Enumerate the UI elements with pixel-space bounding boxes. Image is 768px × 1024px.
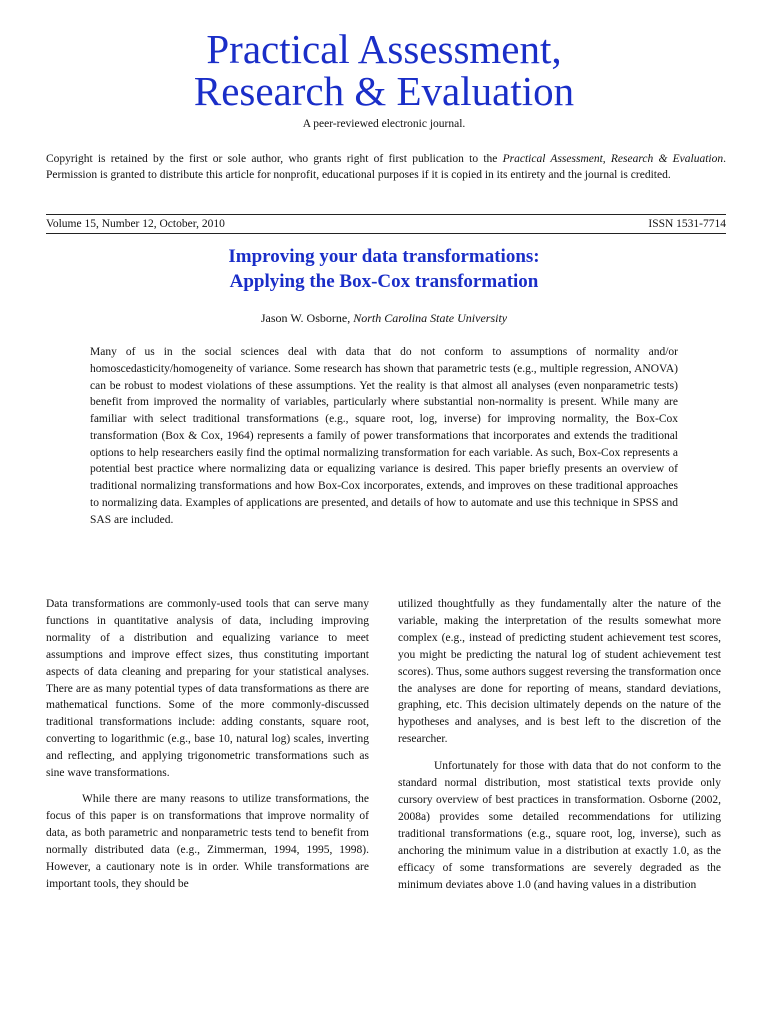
- copyright-text-pre: Copyright is retained by the first or sole author, who grants right of first publication to the: [46, 153, 503, 165]
- article-title-line1: Improving your data transformations:: [228, 246, 540, 267]
- article-title: [0, 244, 768, 294]
- journal-title-line2: Research & Evaluation: [193, 68, 575, 114]
- byline: [0, 311, 768, 326]
- copyright-journal-name: Practical Assessment, Research & Evaluation: [502, 153, 724, 165]
- body-paragraph: Unfortunately for those with data that do not conform to the standard normal distribution, most statistical texts provide only cursory overview of best practices in transformation. Osborne (2002, 2008a) provides some detailed recommendations for utilizing traditional transformations (e.g., square root, log, inverse), such as anchoring the minimum value in a distribution at exactly 1.0, as the efficacy of some transformations are severely degraded as the minimum deviates above 1.0 (and having values in a distribution: [398, 760, 721, 891]
- body-column-left: [46, 596, 369, 892]
- journal-tagline: A peer-reviewed electronic journal.: [302, 118, 466, 130]
- body-paragraph: Data transformations are commonly-used tools that can serve many functions in quantitative analysis of data, including improving normality of a distribution and equalizing variance to meet assumptions and improve effect sizes, thus constituting important aspects of data cleaning and preparing for your statistical analyses. There are as many potential types of data transformations as there are mathematical functions. Some of the more commonly-discussed traditional transformations include: adding constants, square root, converting to logarithmic (e.g., base 10, natural log) scales, inverting and reflecting, and applying trigonometric transformations such as sine wave transformations.: [46, 598, 369, 780]
- body-column-right: [398, 596, 721, 893]
- body-paragraph: While there are many reasons to utilize transformations, the focus of this paper is on transformations that improve normality of data, as both parametric and nonparametric tests tend to benefit from normally distributed data (e.g., Zimmerman, 1994, 1995, 1998). However, a cautionary note is in order. While transformations are important tools, they should be: [46, 792, 369, 890]
- issue-info-bar: [46, 214, 726, 234]
- journal-title: [0, 28, 768, 112]
- abstract: Many of us in the social sciences deal with data that do not conform to assumptions of normality and/or homoscedasticity/homogeneity of variance. Some research has shown that parametric tests (e.g., multiple regression, ANOVA) can be robust to modest violations of these assumptions. Yet the reality is that almost all analyses (even nonparametric tests) benefit from improved the normality of variables, particularly where substantial non-normality is present. While many are familiar with select traditional transformations (e.g., square root, log, inverse) for improving normality, the Box-Cox transformation (Box & Cox, 1964) represents a family of power transformations that incorporates and extends the traditional options to help researchers easily find the optimal normalizing transformation for each variable. As such, Box-Cox represents a potential best practice where normalizing data or equalizing variance is desired. This paper briefly presents an overview of traditional normalizing transformations and how Box-Cox incorporates, extends, and improves on these traditional approaches to normalizing data. Examples of applications are presented, and details of how to automate and use this technique in SPSS and SAS are included.: [90, 346, 678, 526]
- copyright-text-post: . Permission is granted to distribute this article for nonprofit, educational purposes if it is copied in its entirety and the journal is credited.: [46, 153, 726, 181]
- body-paragraph: utilized thoughtfully as they fundamentally alter the nature of the variable, making the interpretation of the results somewhat more complex (e.g., instead of predicting student achievement test scores, you might be predicting the natural log of student achievement test scores). Thus, some authors suggest reversing the transformation once the analyses are done for reporting of means, standard deviations, graphing, etc. This decision ultimately depends on the nature of the hypotheses and analyses, and is best left to the discretion of the researcher.: [398, 598, 721, 746]
- issue-volume: Volume 15, Number 12, October, 2010: [46, 218, 225, 230]
- journal-title-line1: Practical Assessment,: [206, 26, 562, 72]
- author-name: Jason W. Osborne,: [260, 311, 354, 325]
- author-affiliation: North Carolina State University: [353, 311, 508, 325]
- article-title-line2: Applying the Box-Cox transformation: [229, 271, 539, 292]
- copyright-notice: [46, 151, 726, 183]
- issn: ISSN 1531-7714: [648, 218, 726, 230]
